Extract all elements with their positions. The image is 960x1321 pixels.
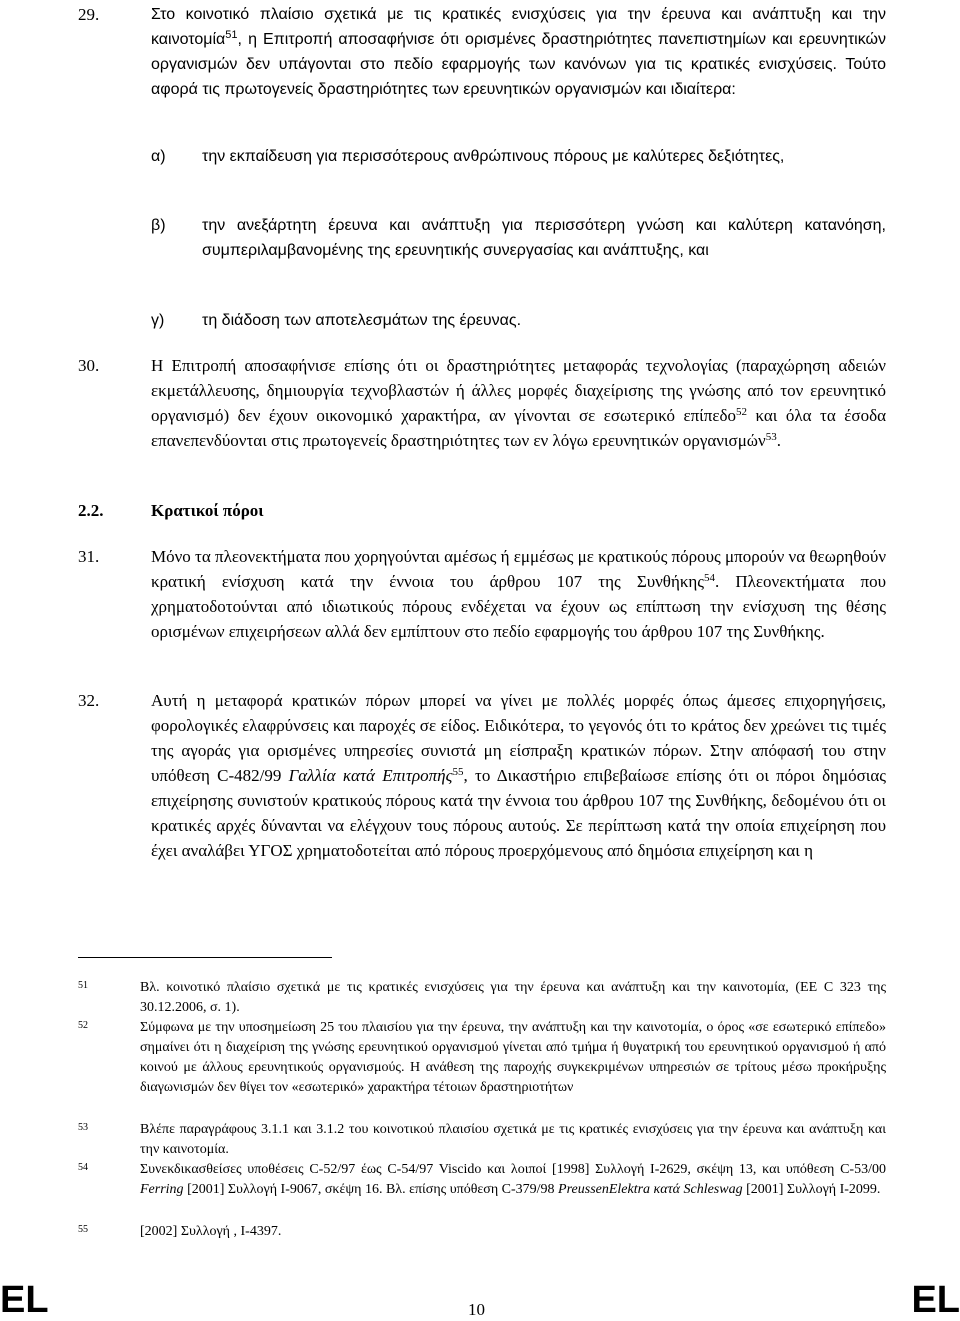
footnote-text: Βλέπε παραγράφους 3.1.1 και 3.1.2 του κοινοτικού πλαισίου σχετικά με τις κρατικές ενισχύσεις για την έρευνα και ανάπτυξη και την καινοτομία. xyxy=(140,1122,886,1157)
footnote-text: Σύμφωνα με την υποσημείωση 25 του πλαισίου για την έρευνα, την ανάπτυξη και την καινοτομία, ο όρος «σε εσωτερικό επίπεδο» σημαίνει ότι η διαχείριση της γνώσης ερευνητικού οργανισμού γίνεται από τμήμα ή θυγατρική του ερευνητικού οργανισμού ή από κοινού με άλλους ερευνητικούς οργανισμούς. Η ανάθεση της παροχής συγκεκριμένων υπηρεσιών σε τρίτους μέσω προκήρυξης διαγωνισμών δεν θίγει τον «εσωτερικό» χαρακτήρα τέτοιων δραστηριοτήτων xyxy=(140,1020,886,1095)
section-number: 2.2. xyxy=(78,501,104,520)
list-item-text: την εκπαίδευση για περισσότερους ανθρώπινους πόρους με καλύτερες δεξιότητες, xyxy=(202,148,785,165)
footnote-text: [2002] Συλλογή , I-4397. xyxy=(140,1224,282,1239)
footnote-ref[interactable]: 54 xyxy=(704,572,716,584)
paragraph-text: Η Επιτροπή αποσαφήνισε επίσης ότι οι δραστηριότητες μεταφοράς τεχνολογίας (παραχώρηση αδειών εκμετάλλευσης, δημιουργία τεχνοβλαστών ή άλλες μορφές διαχείρισης της γνώσης από τον ερευνητικό οργανισμό) δεν έχουν οικονομικό χαρακτήρα, αν γίνονται σε εσωτερικό επίπεδο$^{52}$ και όλα τα έσοδα επανεπενδύονται στις πρωτογενείς δραστηριότητες των εν λόγω ερευνητικών οργανισμών$^{53}$. xyxy=(151,356,886,450)
paragraph-number: 31. xyxy=(78,547,100,566)
paragraph-number: 32. xyxy=(78,691,100,710)
language-code-right: EL xyxy=(911,1279,960,1321)
paragraph-number: 29. xyxy=(78,5,100,24)
footnote-separator xyxy=(78,957,332,958)
paragraph-text: Στο κοινοτικό πλαίσιο σχετικά με τις κρατικές ενισχύσεις για την έρευνα και ανάπτυξη και την καινοτομία$^{51}$, η Επιτροπή αποσαφήνισε ότι ορισμένες δραστηριότητες πανεπιστημίων και ερευνητικών οργανισμών δεν υπάγονται στο πεδίο εφαρμογής των κανόνων για τις κρατικές ενισχύσεις. Τούτο αφορά τις πρωτογενείς δραστηριότητες των ερευνητικών οργανισμών και ιδιαίτερα: xyxy=(151,6,886,98)
section-title: Κρατικοί πόροι xyxy=(151,501,264,520)
footnote-ref[interactable]: 51 xyxy=(225,29,238,41)
list-item-text: τη διάδοση των αποτελεσμάτων της έρευνας. xyxy=(202,312,522,329)
footnote-number: 55 xyxy=(78,1224,88,1235)
list-item-label: β) xyxy=(151,217,166,234)
footnote-number: 54 xyxy=(78,1162,88,1173)
footnote-number: 52 xyxy=(78,1020,88,1031)
footnote-text: Βλ. κοινοτικό πλαίσιο σχετικά με τις κρατικές ενισχύσεις για την έρευνα και ανάπτυξη και την καινοτομία, (ΕΕ C 323 της 30.12.2006, σ. 1). xyxy=(140,980,886,1015)
list-item-label: γ) xyxy=(151,312,165,329)
language-code-left: EL xyxy=(0,1279,49,1321)
footnote-ref[interactable]: 55 xyxy=(452,766,464,778)
footnote-number: 51 xyxy=(78,980,88,991)
page-number: 10 xyxy=(468,1300,485,1319)
footnote-ref[interactable]: 52 xyxy=(735,406,747,418)
paragraph-number: 30. xyxy=(78,356,100,375)
paragraph-text: Μόνο τα πλεονεκτήματα που χορηγούνται αμέσως ή εμμέσως με κρατικούς πόρους μπορούν να θεωρηθούν κρατική ενίσχυση κατά την έννοια του άρθρου 107 της Συνθήκης$^{54}$. Πλεονεκτήματα που χρηματοδοτούνται από ιδιωτικούς πόρους ενδέχεται να έχουν ως επίπτωση την ενίσχυση της θέσης ορισμένων επιχειρήσεων αλλά δεν εμπίπτουν στο πεδίο εφαρμογής του άρθρου 107 της Συνθήκης. xyxy=(151,547,887,641)
footnote-ref[interactable]: 53 xyxy=(765,431,777,443)
footnote-number: 53 xyxy=(78,1122,88,1133)
case-name: Γαλλία κατά Επιτροπής xyxy=(288,766,453,785)
paragraph-text: Αυτή η μεταφορά κρατικών πόρων μπορεί να γίνει με πολλές μορφές όπως άμεσες επιχορηγήσεις, φορολογικές ελαφρύνσεις και παροχές σε είδος. Ειδικότερα, το γεγονός ότι το κράτος δεν χρεώνει τις τιμές της αγοράς για ορισμένες υπηρεσίες συνιστά μη είσπραξη κρατικών πόρων. Στην απόφασή του στην υπόθεση C-482/99 Γαλλία κατά Επιτροπής$^{55}$, το Δικαστήριο επιβεβαίωσε επίσης ότι οι πόροι δημόσιας επιχείρησης συνιστούν κρατικούς πόρους κατά την έννοια του άρθρου 107 της Συνθήκης, δεδομένου ότι οι κρατικές αρχές δύνανται να ελέγχουν τους πόρους αυτούς. Σε περίπτωση κατά την οποία επιχείρηση που έχει αναλάβει ΥΓΟΣ χρηματοδοτείται από πόρους προερχόμενους από δημόσια επιχείρηση και η xyxy=(151,691,887,860)
list-item-label: α) xyxy=(151,148,166,165)
footnote-text: Συνεκδικασθείσες υποθέσεις C-52/97 έως C-54/97 Viscido και λοιποί [1998] Συλλογή I-2629, σκέψη 13, και υπόθεση C-53/00 Ferring [2001] Συλλογή I-9067, σκέψη 16. Βλ. επίσης υπόθεση C-379/98 PreussenElektra κατά Schleswag [2001] Συλλογή I-2099. xyxy=(140,1162,886,1197)
list-item-text: την ανεξάρτητη έρευνα και ανάπτυξη για περισσότερη γνώση και καλύτερη κατανόηση, συμπεριλαμβανομένης της ερευνητικής συνεργασίας και ανάπτυξης, και xyxy=(202,217,886,259)
